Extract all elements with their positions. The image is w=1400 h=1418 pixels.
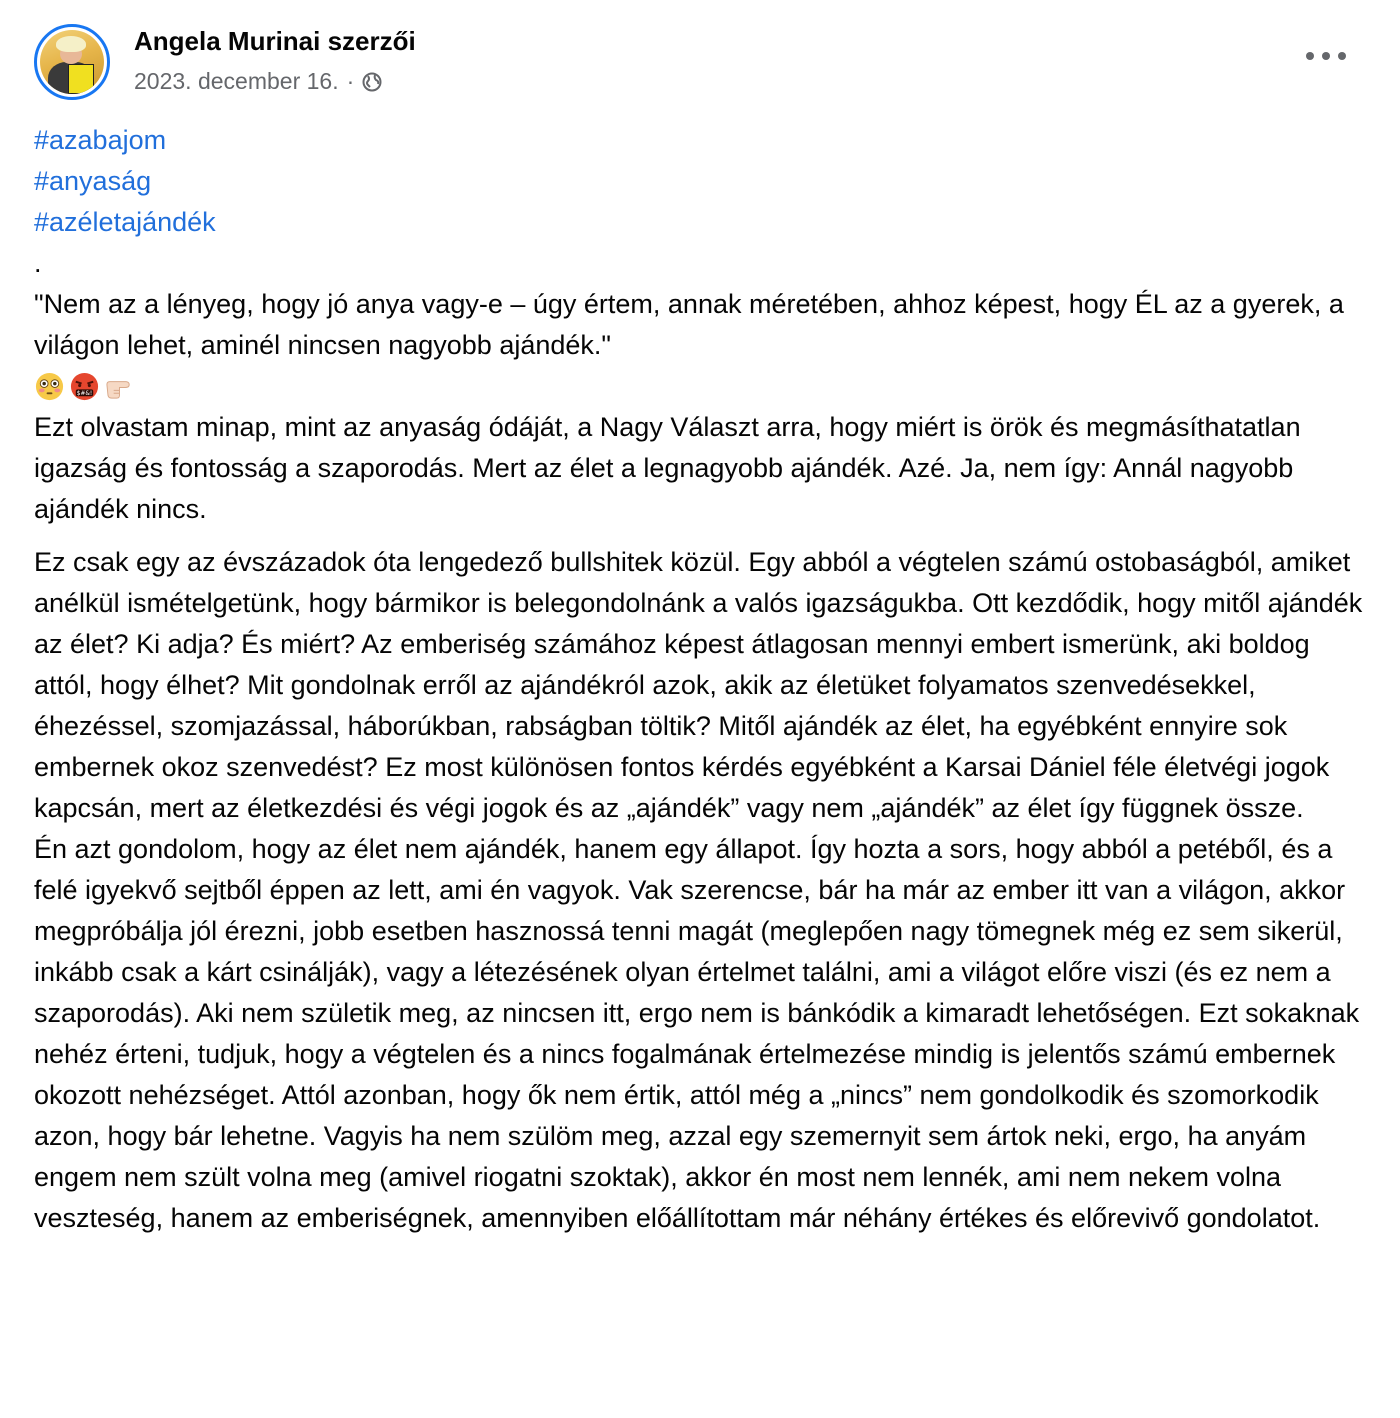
avatar-image — [40, 30, 104, 94]
globe-icon[interactable] — [362, 72, 382, 92]
more-options-button[interactable] — [1306, 44, 1346, 68]
post-paragraph: Ezt olvastam minap, mint az anyaság ódáját, a Nagy Választ arra, hogy miért is örök és megmásíthatatlan igazság és fontosság a szaporodás. Mert az élet a legnagyobb ajándék. Azé. Ja, nem így: Annál nagyobb ajándék nincs. — [34, 412, 1301, 524]
post-meta — [134, 68, 382, 95]
post-date[interactable]: 2023. december 16. — [134, 68, 339, 94]
emoji-row — [34, 366, 1374, 407]
meta-separator: · — [346, 68, 355, 94]
dot-line: . — [34, 248, 42, 278]
svg-text:$#&!: $#&! — [76, 391, 93, 398]
hashtag-link[interactable]: #anyaság — [34, 166, 152, 196]
hashtag-link[interactable]: #azéletajándék — [34, 207, 216, 237]
face-with-symbols-on-mouth-emoji — [69, 371, 100, 402]
hashtag-link[interactable]: #azabajom — [34, 125, 167, 155]
author-avatar[interactable] — [34, 24, 110, 100]
more-dot — [1338, 52, 1346, 60]
flushed-face-emoji — [34, 371, 65, 402]
post-header — [34, 18, 1374, 104]
post-paragraph: Én azt gondolom, hogy az élet nem ajándék, hanem egy állapot. Így hozta a sors, hogy abból a petéből, és a felé igyekvő sejtből éppen az lett, ami én vagyok. Vak szerencse, bár ha már az ember itt van a világon, akkor megpróbálja jól érezni, jobb esetben hasznossá tenni magát (meglepően nagy tömegnek még ez sem sikerül, inkább csak a kárt csinálják), vagy a létezésének olyan értelmet találni, ami a világot előre viszi (és ez nem a szaporodás). Aki nem születik meg, az nincsen itt, ergo nem is bánkódik a kimaradt lehetőségen. Ezt sokaknak nehéz érteni, tudjuk, hogy a végtelen és a nincs fogalmának értelmezése mindig is jelentős számú embernek okozott nehézséget. Attól azonban, hogy ők nem értik, attól még a „nincs” nem gondolkodik és szomorkodik azon, hogy bár lehetne. Vagyis ha nem szülöm meg, azzal egy szemernyit sem ártok neki, ergo, ha anyám engem nem szült volna meg (amivel riogatni szoktak), akkor én most nem lennék, ami nem nekem volna veszteség, hanem az emberiségnek, amennyiben előállítottam már néhány értékes és előrevivő gondolatot. — [34, 834, 1360, 1233]
post-body — [34, 120, 1374, 1239]
author-name[interactable]: Angela Murinai szerzői — [134, 26, 416, 56]
quote-text: "Nem az a lényeg, hogy jó anya vagy-e – úgy értem, annak méretében, ahhoz képest, hogy ÉL az a gyerek, a világon lehet, aminél nincsen nagyobb ajándék." — [34, 289, 1344, 360]
more-dot — [1322, 52, 1330, 60]
backhand-index-pointing-right-emoji — [104, 371, 135, 402]
more-dot — [1306, 52, 1314, 60]
post-paragraph: Ez csak egy az évszázadok óta lengedező bullshitek közül. Egy abból a végtelen számú ostobaságból, amiket anélkül ismételgetünk, hogy bármikor is belegondolnánk a valós igazságukba. Ott kezdődik, hogy mitől ajándék az élet? Ki adja? És miért? Az emberiség számához képest átlagosan mennyi embert ismerünk, aki boldog attól, hogy élhet? Mit gondolnak erről az ajándékról azok, akik az életüket folyamatos szenvedésekkel, éhezéssel, szomjazással, háborúkban, rabságban töltik? Mitől ajándék az élet, ha egyébként ennyire sok embernek okoz szenvedést? Ez most különösen fontos kérdés egyébként a Karsai Dániel féle életvégi jogok kapcsán, mert az életkezdési és végi jogok és az „ajándék” vagy nem „ajándék” az élet így függnek össze. — [34, 547, 1363, 823]
